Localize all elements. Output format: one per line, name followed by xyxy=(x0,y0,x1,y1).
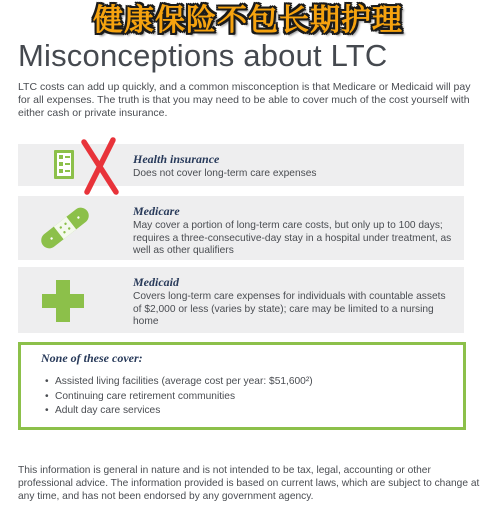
card-medicaid xyxy=(18,267,464,333)
list-item: • Assisted living facilities (average cost per year: $51,600²) xyxy=(45,375,313,390)
box-heading: None of these cover: xyxy=(41,351,143,365)
card-body: Covers long-term care expenses for individuals with countable assets of $2,000 or less (varies by state); care may be limited to a nursing home xyxy=(133,291,446,327)
card-title: Health insurance xyxy=(133,152,220,166)
page-title: Misconceptions about LTC xyxy=(18,38,388,73)
list-item: • Continuing care retirement communities xyxy=(45,390,313,405)
card-icon-area xyxy=(18,267,126,333)
list-item: • Adult day care services xyxy=(45,404,313,419)
red-x-icon xyxy=(18,136,126,196)
none-of-these-cover-box xyxy=(18,342,466,430)
overlay-banner-caption: 健康保险不包长期护理 xyxy=(93,3,403,38)
intro-paragraph: LTC costs can add up quickly, and a common misconception is that Medicare or Medicaid will pay for all expenses. The truth is that you may need to be able to cover much of the cost yourself with either cash or private insurance. xyxy=(18,81,471,119)
medical-cross-icon xyxy=(18,267,126,333)
exclusion-list xyxy=(45,375,313,419)
card-medicare xyxy=(18,196,464,260)
disclaimer-text: This information is general in nature and is not intended to be tax, legal, accounting or other professional advice. The information provided is based on current laws, which are subject to change at any time, and has not been endorsed by any government agency. xyxy=(18,465,480,502)
card-title: Medicare xyxy=(133,204,180,218)
card-title: Medicaid xyxy=(133,275,179,289)
card-icon-area xyxy=(18,144,126,186)
card-body: May cover a portion of long-term care costs, but only up to 100 days; requires a three-consecutive-day stay in a hospital under treatment, as well as other qualifiers xyxy=(133,220,452,256)
card-health-insurance xyxy=(18,144,464,186)
bandage-icon xyxy=(18,196,126,260)
card-body: Does not cover long-term care expenses xyxy=(133,168,317,179)
card-icon-area xyxy=(18,196,126,260)
